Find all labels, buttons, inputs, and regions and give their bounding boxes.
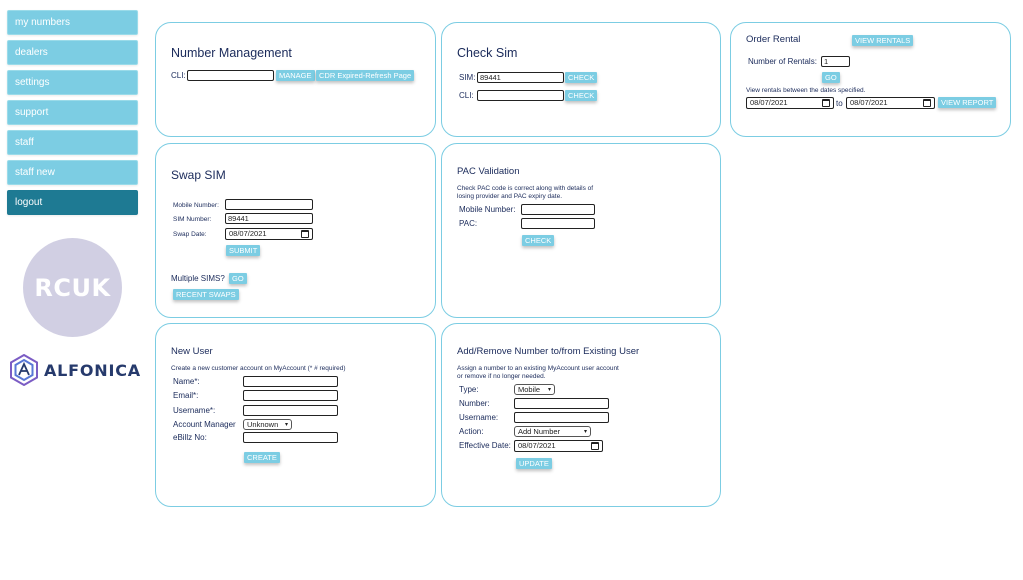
sidebar-item-dealers[interactable]: dealers (7, 40, 138, 65)
panel-title: Check Sim (457, 46, 518, 60)
chevron-down-icon: ▾ (583, 429, 587, 435)
sidebar-nav (7, 10, 138, 220)
date-to-input[interactable] (846, 97, 935, 109)
view-rentals-button[interactable]: VIEW RENTALS (852, 35, 913, 46)
date-to-value: 08/07/2021 (850, 98, 888, 107)
mobile-number-label: Mobile Number: (459, 205, 516, 214)
cli-input[interactable] (477, 90, 564, 101)
swap-sim-panel (155, 143, 436, 318)
add-remove-note-line2: or remove if no longer needed. (457, 373, 546, 380)
create-button[interactable]: CREATE (244, 452, 280, 463)
rcuk-logo: RCUK (23, 238, 122, 337)
username-label: Username: (459, 413, 499, 422)
effective-date-value: 08/07/2021 (518, 441, 556, 450)
cli-label: CLI: (459, 91, 474, 100)
action-select[interactable] (514, 426, 591, 437)
calendar-icon[interactable] (822, 99, 830, 107)
calendar-icon[interactable] (301, 230, 309, 238)
alfonica-hexagon-icon (10, 354, 38, 386)
update-button[interactable]: UPDATE (516, 458, 552, 469)
username-input[interactable] (243, 405, 338, 416)
panel-title: Swap SIM (171, 168, 226, 182)
order-go-button[interactable]: GO (822, 72, 840, 83)
username-label: Username*: (173, 406, 216, 415)
new-user-note: Create a new customer account on MyAccount (* # required) (171, 365, 346, 372)
number-of-rentals-label: Number of Rentals: (748, 57, 817, 66)
number-management-panel (155, 22, 436, 137)
number-of-rentals-input[interactable]: 1 (821, 56, 850, 67)
swap-date-value: 08/07/2021 (229, 229, 267, 238)
account-manager-label: Account Manager (173, 420, 236, 429)
ebillz-label: eBillz No: (173, 433, 207, 442)
order-rental-panel (730, 22, 1011, 137)
type-select[interactable] (514, 384, 555, 395)
action-label: Action: (459, 427, 484, 436)
panel-title: PAC Validation (457, 166, 520, 177)
chevron-down-icon: ▾ (547, 387, 551, 393)
sidebar-item-my-numbers[interactable]: my numbers (7, 10, 138, 35)
to-label: to (836, 99, 843, 108)
cli-input[interactable] (187, 70, 274, 81)
account-manager-select[interactable] (243, 419, 292, 430)
panel-title: Add/Remove Number to/from Existing User (457, 346, 640, 357)
sim-input[interactable]: 89441 (477, 72, 564, 83)
number-input[interactable] (514, 398, 609, 409)
sidebar-item-support[interactable]: support (7, 100, 138, 125)
username-input[interactable] (514, 412, 609, 423)
sim-label: SIM: (459, 73, 476, 82)
multiple-sims-label: Multiple SIMS? (171, 274, 225, 283)
sim-number-label: SIM Number: (173, 216, 212, 223)
sidebar-item-staff[interactable]: staff (7, 130, 138, 155)
effective-date-input[interactable] (514, 440, 603, 452)
multiple-sims-go-button[interactable]: GO (229, 273, 247, 284)
add-remove-note-line1: Assign a number to an existing MyAccount user account (457, 365, 619, 372)
email-label: Email*: (173, 391, 199, 400)
panel-title: New User (171, 346, 213, 357)
calendar-icon[interactable] (923, 99, 931, 107)
panel-title: Number Management (171, 46, 292, 60)
panel-title: Order Rental (746, 34, 801, 45)
action-value: Add Number (518, 427, 561, 436)
calendar-icon[interactable] (591, 442, 599, 450)
sidebar-item-logout[interactable]: logout (7, 190, 138, 215)
sidebar-item-settings[interactable]: settings (7, 70, 138, 95)
add-remove-number-panel (441, 323, 721, 507)
pac-mobile-number-input[interactable] (521, 204, 595, 215)
date-from-value: 08/07/2021 (750, 98, 788, 107)
view-rentals-note: View rentals between the dates specified. (746, 87, 866, 94)
pac-note-line1: Check PAC code is correct along with details of (457, 185, 594, 192)
number-label: Number: (459, 399, 490, 408)
effective-date-label: Effective Date: (459, 441, 511, 450)
email-input[interactable] (243, 390, 338, 401)
sidebar-item-staff-new[interactable]: staff new (7, 160, 138, 185)
cli-label: CLI: (171, 71, 186, 80)
swap-date-input[interactable] (225, 228, 313, 240)
cdr-expired-refresh-button[interactable]: CDR Expired-Refresh Page (316, 70, 414, 81)
mobile-number-input[interactable] (225, 199, 313, 210)
pac-code-input[interactable] (521, 218, 595, 229)
submit-button[interactable]: SUBMIT (226, 245, 260, 256)
check-cli-button[interactable]: CHECK (565, 90, 597, 101)
chevron-down-icon: ▾ (284, 422, 288, 428)
new-user-panel (155, 323, 436, 507)
swap-date-label: Swap Date: (173, 231, 207, 238)
check-sim-panel (441, 22, 721, 137)
ebillz-input[interactable] (243, 432, 338, 443)
type-value: Mobile (518, 385, 541, 394)
check-sim-button[interactable]: CHECK (565, 72, 597, 83)
alfonica-wordmark: ALFONICA (44, 360, 141, 380)
name-input[interactable] (243, 376, 338, 387)
sim-number-input[interactable]: 89441 (225, 213, 313, 224)
pac-check-button[interactable]: CHECK (522, 235, 554, 246)
manage-button[interactable]: MANAGE (276, 70, 315, 81)
view-report-button[interactable]: VIEW REPORT (938, 97, 996, 108)
account-manager-value: Unknown (247, 420, 279, 429)
date-from-input[interactable] (746, 97, 834, 109)
pac-note-line2: losing provider and PAC expiry date. (457, 193, 563, 200)
pac-label: PAC: (459, 219, 478, 228)
mobile-number-label: Mobile Number: (173, 202, 219, 209)
name-label: Name*: (173, 377, 200, 386)
recent-swaps-button[interactable]: RECENT SWAPS (173, 289, 239, 300)
pac-validation-panel (441, 143, 721, 318)
alfonica-logo (10, 354, 141, 386)
type-label: Type: (459, 385, 479, 394)
